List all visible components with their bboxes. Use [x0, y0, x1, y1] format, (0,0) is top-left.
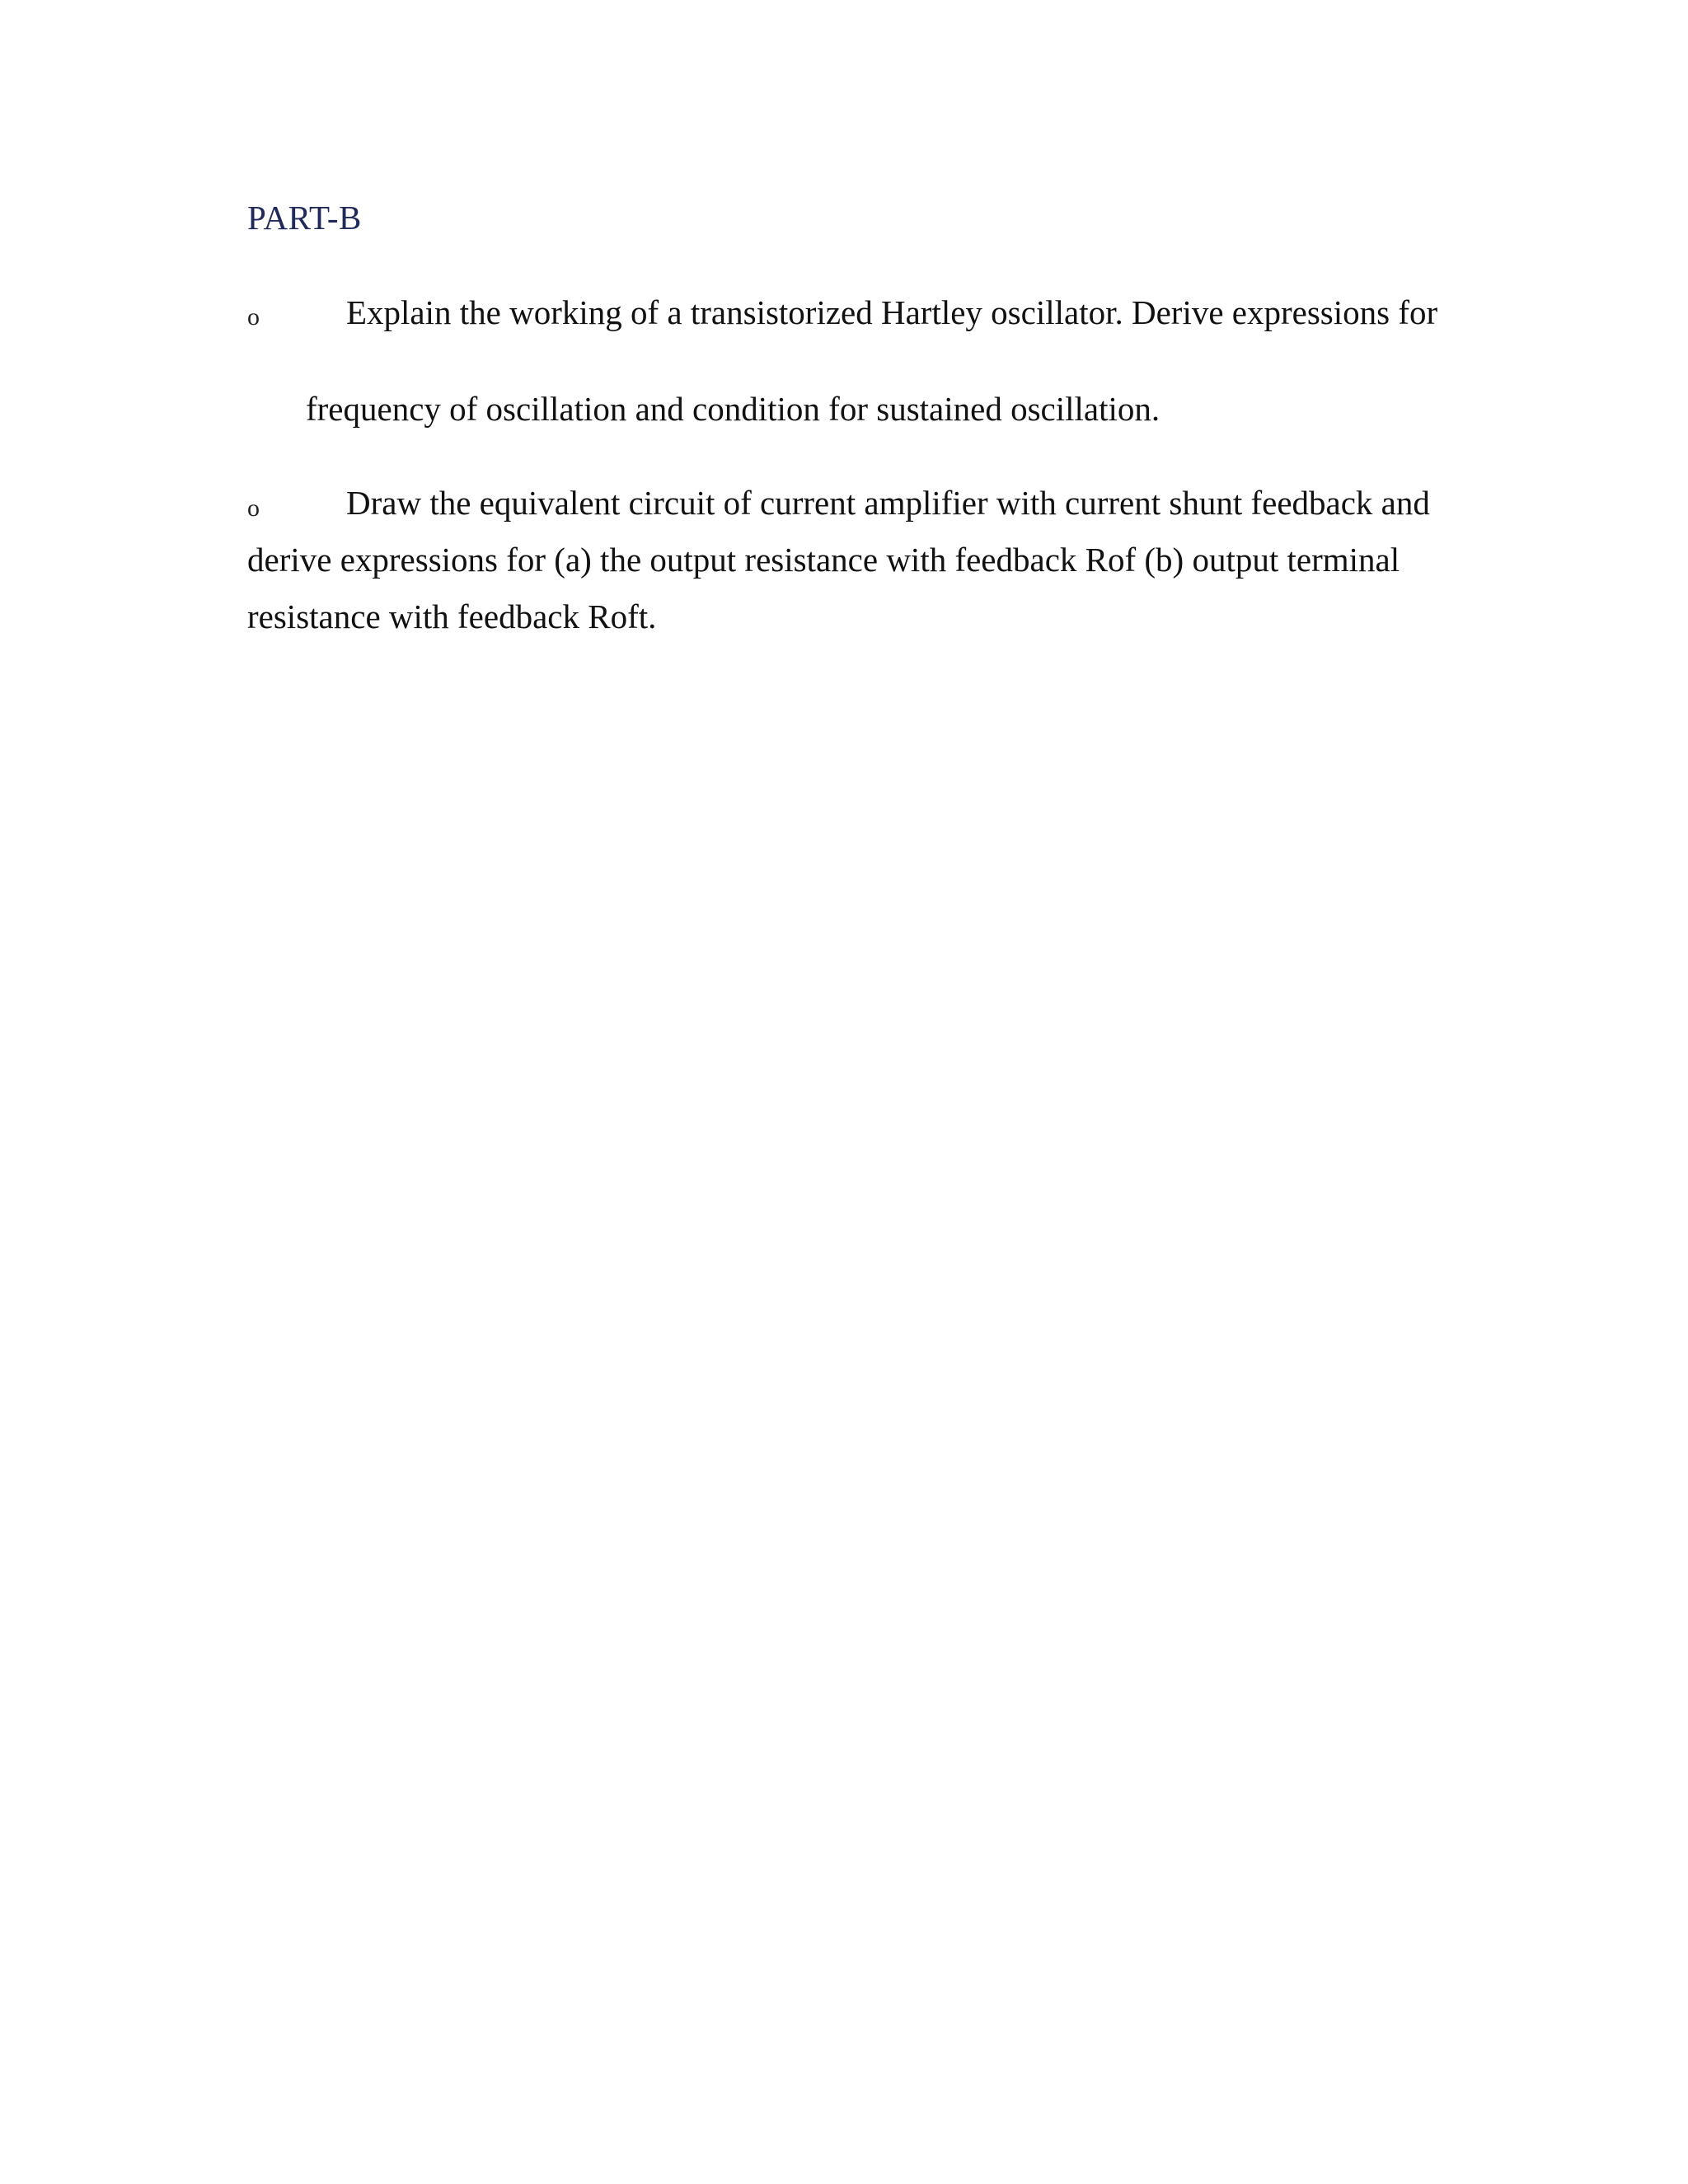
question-2-line-2: derive expressions for (a) the output resistance with feedback Rof (b) output terminal — [247, 541, 1400, 579]
question-2-line-1: Draw the equivalent circuit of current amplifier with current shunt feedback and — [346, 484, 1430, 522]
question-2-line-3: resistance with feedback Roft. — [247, 598, 657, 635]
question-1-line-1: Explain the working of a transistorized Hartley oscillator. Derive expressions for — [346, 293, 1438, 331]
bullet-icon: o — [247, 494, 260, 522]
bullet-icon: o — [247, 303, 260, 330]
question-1-line-2: frequency of oscillation and condition for sustained oscillation. — [306, 390, 1160, 428]
section-heading: PART-B — [247, 199, 362, 237]
